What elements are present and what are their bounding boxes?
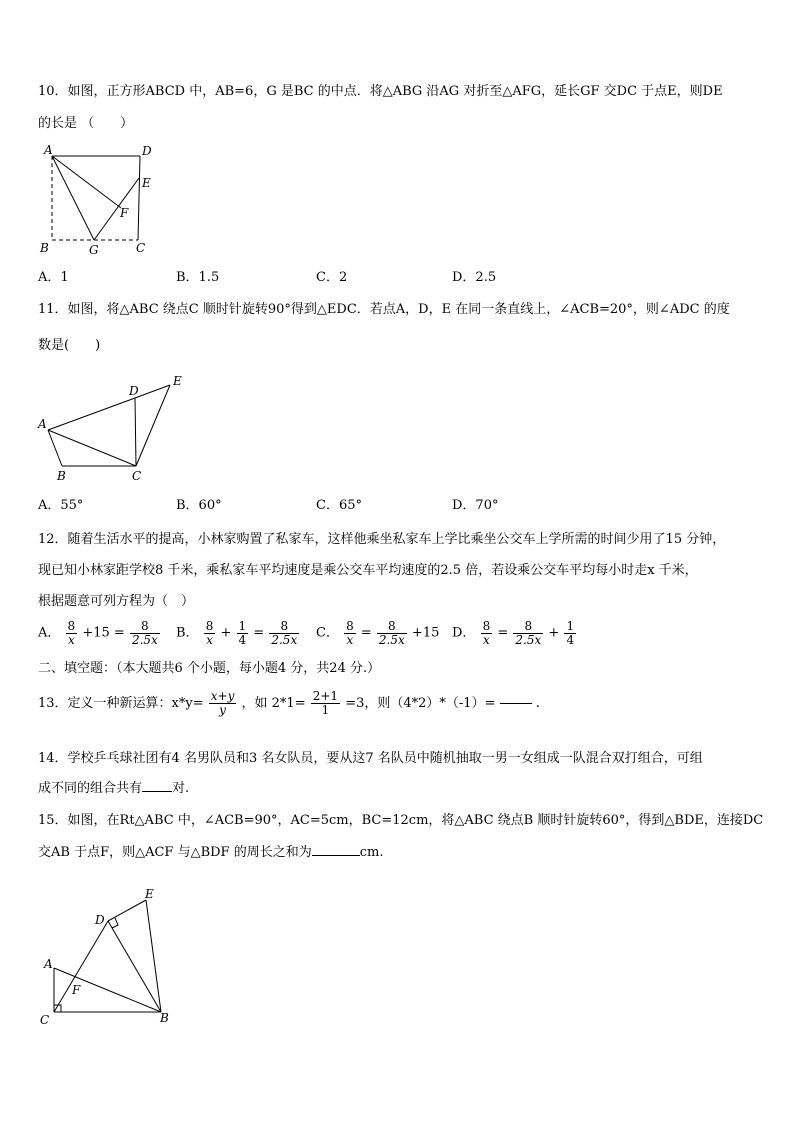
q12-option-d-letter: D． xyxy=(452,625,476,641)
q12-d-frac1-den: x xyxy=(483,633,490,647)
q12-c-frac1 xyxy=(344,620,356,647)
q12-b-frac1-num: 8 xyxy=(205,619,214,633)
q12-c-plus15: +15 xyxy=(411,625,440,641)
q12-d-frac3-num: 1 xyxy=(566,619,575,633)
q12-b-frac1 xyxy=(204,620,216,647)
q11-option-b: B．60° xyxy=(176,498,222,513)
q13-suffix: =3，则（4*2）*（-1）= xyxy=(345,696,496,711)
q12-option-b xyxy=(176,620,300,647)
q12-b-frac3-den: 2.5x xyxy=(271,633,298,647)
q11-label-e: E xyxy=(173,374,182,388)
q11-option-d: D．70° xyxy=(452,498,499,513)
q10-label-e: E xyxy=(142,176,151,190)
q13-answer-blank[interactable] xyxy=(500,703,532,704)
q11-figure xyxy=(36,372,196,484)
q12-b-frac1-den: x xyxy=(206,633,213,647)
q15-answer-blank[interactable] xyxy=(312,855,360,856)
q12-b-plus: + xyxy=(220,625,232,641)
q15-label-d: D xyxy=(95,913,105,927)
q11-text-line1: 11．如图，将△ABC 绕点C 顺时针旋转90°得到△EDC．若点A，D，E 在同一条直线上，∠ACB=20°，则∠ADC 的度 xyxy=(38,302,730,317)
q12-b-frac3-num: 8 xyxy=(269,620,299,634)
q13-def-den: y xyxy=(219,703,226,717)
q12-option-d xyxy=(452,620,577,647)
q12-c-frac2-num: 8 xyxy=(377,620,407,634)
q11-label-a: A xyxy=(38,417,47,431)
q12-a-frac1 xyxy=(66,620,78,647)
q12-a-frac2-den: 2.5x xyxy=(131,633,158,647)
q14-line2-post: 对. xyxy=(172,781,190,796)
q10-option-a: A．1 xyxy=(38,270,69,285)
q10-text-line2: 的长是 （ ） xyxy=(38,116,134,131)
q10-label-c: C xyxy=(136,241,146,255)
q11-text-line2: 数是( ) xyxy=(38,338,101,353)
q15-line2-pre: 交AB 于点F，则△ACF 与△BDF 的周长之和为 xyxy=(38,845,312,860)
q12-c-frac2 xyxy=(377,620,407,647)
q11-label-b: B xyxy=(57,469,66,483)
q13-example-fraction xyxy=(311,690,340,717)
q12-d-frac2-den: 2.5x xyxy=(515,633,542,647)
q12-c-frac1-num: 8 xyxy=(346,619,354,633)
q13-def-num: x+y xyxy=(210,689,235,703)
q15-label-c: C xyxy=(40,1013,50,1027)
q15-figure xyxy=(36,884,186,1030)
q11-option-a: A．55° xyxy=(38,498,84,513)
q12-text-line2: 现已知小林家距学校8 千米，乘私家车平均速度是乘公交车平均速度的2.5 倍，若设乘公交车平均每小时走x 千米， xyxy=(38,563,698,578)
q12-d-eq: = xyxy=(497,625,509,641)
q10-option-c: C．2 xyxy=(316,270,348,285)
q12-a-plus15: +15 xyxy=(82,625,110,641)
q12-b-frac2-num: 1 xyxy=(238,619,247,633)
q12-d-frac3 xyxy=(564,620,576,647)
q12-b-frac3 xyxy=(269,620,299,647)
q12-d-frac1-num: 8 xyxy=(482,619,491,633)
q12-d-frac2-num: 8 xyxy=(513,620,543,634)
q12-text-line1: 12．随着生活水平的提高，小林家购置了私家车，这样他乘坐私家车上学比乘坐公交车上学所需的时间少用了15 分钟， xyxy=(38,532,726,547)
q10-label-d: D xyxy=(142,144,152,158)
q15-line2-post: cm. xyxy=(359,845,384,860)
q10-option-d: D．2.5 xyxy=(452,270,497,285)
q13-prefix: 13．定义一种新运算：x*y= xyxy=(38,696,204,711)
q14-line2-pre: 成不同的组合共有 xyxy=(38,781,143,796)
q12-d-frac2 xyxy=(513,620,543,647)
q12-d-frac1 xyxy=(481,620,493,647)
q15-text-line1: 15．如图，在Rt△ABC 中，∠ACB=90°，AC=5cm，BC=12cm，将△ABC 绕点B 顺时针旋转60°，得到△BDE，连接DC xyxy=(38,813,764,828)
q12-option-c xyxy=(316,620,439,647)
q12-a-frac2-num: 8 xyxy=(130,620,160,634)
q10-label-g: G xyxy=(89,243,99,257)
q12-b-eq: = xyxy=(253,625,265,641)
q12-a-frac1-den: x xyxy=(67,633,75,647)
q15-label-f: F xyxy=(72,983,81,997)
q10-label-a: A xyxy=(44,143,53,157)
q13-text xyxy=(38,690,540,717)
q10-option-b: B．1.5 xyxy=(176,270,220,285)
q12-option-b-letter: B． xyxy=(176,625,199,641)
q11-label-d: D xyxy=(129,384,139,398)
q13-ex-num: 2+1 xyxy=(312,689,339,703)
q14-answer-blank[interactable] xyxy=(142,791,172,792)
q13-middle: ，如 2*1= xyxy=(241,696,306,711)
q11-label-c: C xyxy=(132,469,142,483)
q12-text-line3: 根据题意可列方程为（ ） xyxy=(38,594,195,609)
q13-ex-den: 1 xyxy=(321,703,330,717)
section-fill-in-header: 二、填空题：（本大题共6 个小题，每小题4 分，共24 分.） xyxy=(38,661,381,676)
q13-end: . xyxy=(535,696,540,711)
q12-c-eq: = xyxy=(360,625,372,641)
q12-a-frac1-num: 8 xyxy=(67,619,76,633)
q10-label-f: F xyxy=(120,206,129,220)
q12-option-a xyxy=(38,620,161,647)
q12-option-c-letter: C． xyxy=(316,625,339,641)
q12-d-plus: + xyxy=(548,625,560,641)
q12-d-frac3-den: 4 xyxy=(566,633,575,647)
q12-c-frac1-den: x xyxy=(346,633,354,647)
q15-label-e: E xyxy=(145,887,154,901)
q15-label-a: A xyxy=(44,957,53,971)
q12-option-a-letter: A． xyxy=(38,625,61,641)
q10-text-line1: 10．如图，正方形ABCD 中，AB=6，G 是BC 的中点．将△ABG 沿AG 对折至△AFG，延长GF 交DC 于点E，则DE xyxy=(38,84,723,99)
q14-text-line1: 14．学校乒乓球社团有4 名男队员和3 名女队员，要从这7 名队员中随机抽取一男一女组成一队混合双打组合，可组 xyxy=(38,751,703,766)
q15-text-line2 xyxy=(38,845,383,861)
q12-a-frac2 xyxy=(130,620,160,647)
q10-figure xyxy=(36,140,156,258)
q12-b-frac2-den: 4 xyxy=(238,633,247,647)
q15-label-b: B xyxy=(160,1011,169,1025)
q12-a-eq: = xyxy=(113,625,125,641)
q10-label-b: B xyxy=(40,241,49,255)
q14-text-line2 xyxy=(38,781,189,797)
q13-def-fraction xyxy=(209,690,237,717)
q12-c-frac2-den: 2.5x xyxy=(378,633,405,647)
q11-option-c: C．65° xyxy=(316,498,362,513)
q12-b-frac2 xyxy=(237,620,249,647)
